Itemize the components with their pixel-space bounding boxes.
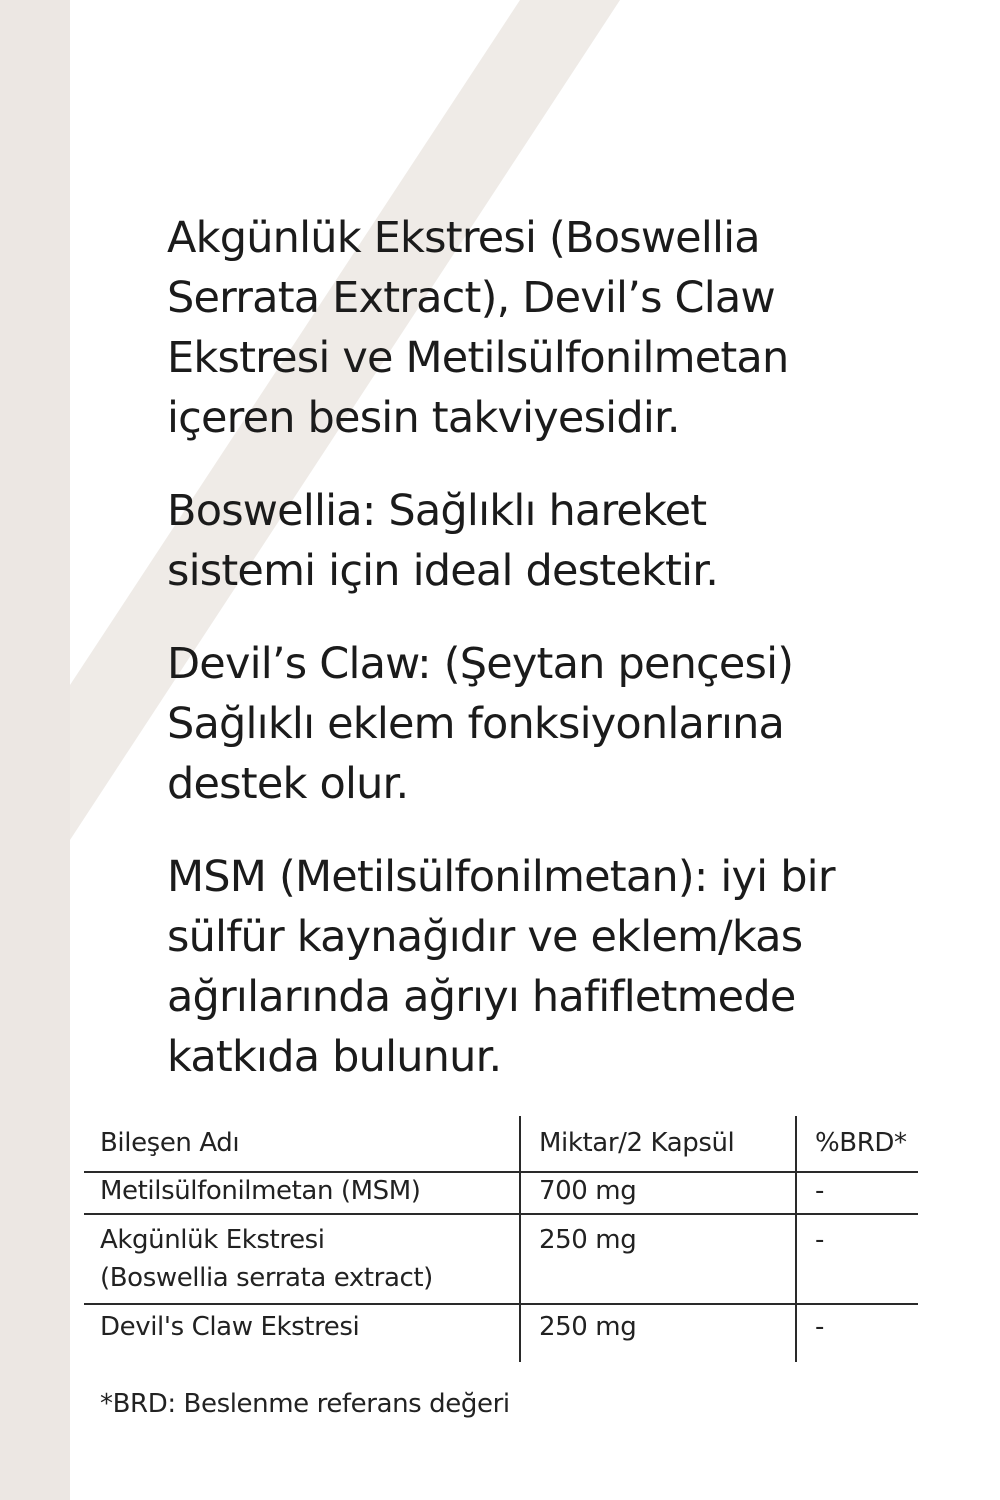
paragraph-intro: Akgünlük Ekstresi (Boswellia Serrata Extract), Devil’s Claw Ekstresi ve Metilsülfonilmetan içeren besin takviyesidir. [167,213,789,443]
paragraph-boswellia: Boswellia: Sağlıklı hareket sistemi için ideal destektir. [167,486,719,596]
ingredient-name-line: Akgünlük Ekstresi [100,1225,325,1255]
cell-ingredient-name: Devil's Claw Ekstresi [100,1312,360,1342]
cell-brd: - [796,1172,918,1214]
table-row [84,1214,918,1304]
cell-ingredient-name: Metilsülfonilmetan (MSM) [84,1172,520,1214]
ingredient-name-latin: (Boswellia serrata extract) [100,1263,433,1293]
header-brd: %BRD* [796,1116,918,1172]
footnote: *BRD: Beslenme referans değeri [100,1389,510,1419]
cell-brd: - [796,1304,918,1362]
ingredients-table [84,1116,918,1362]
cell-brd: - [796,1214,918,1304]
table-header-row [84,1116,918,1172]
product-description [167,208,867,1120]
table-row [84,1172,918,1214]
cell-amount: 250 mg [520,1214,796,1304]
cell-ingredient-name [84,1214,520,1304]
header-ingredient-name: Bileşen Adı [84,1116,520,1172]
paragraph-devils-claw: Devil’s Claw: (Şeytan pençesi) Sağlıklı eklem fonksiyonlarına destek olur. [167,639,794,809]
table-row [84,1304,918,1362]
cell-amount: 700 mg [520,1172,796,1214]
cell-amount: 250 mg [520,1304,796,1362]
paragraph-msm: MSM (Metilsülfonilmetan): iyi bir sülfür kaynağıdır ve eklem/kas ağrılarında ağrıyı hafifletmede katkıda bulunur. [167,852,835,1082]
header-amount: Miktar/2 Kapsül [520,1116,796,1172]
